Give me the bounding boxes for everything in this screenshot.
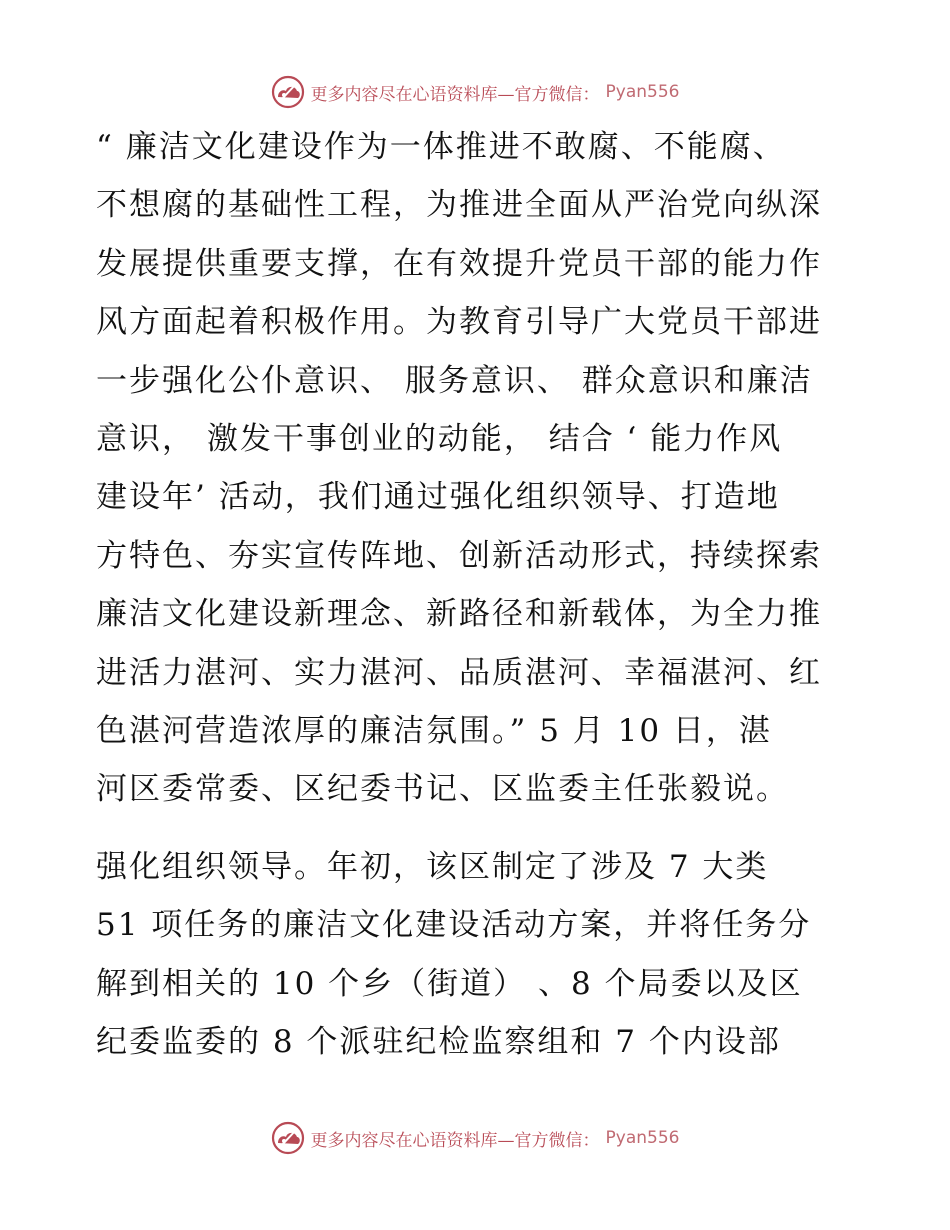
text-line: 方特色、夯实宣传阵地、创新活动形式，持续探索	[96, 537, 822, 574]
header-banner	[0, 72, 950, 112]
text-line: 建设年’ 活动，我们通过强化组织领导、打造地	[96, 479, 780, 516]
cloud-logo-icon	[271, 75, 305, 109]
text-line: 色湛河营造浓厚的廉洁氛围。” 5 月 10 日，湛	[96, 712, 772, 749]
paragraph-2	[96, 838, 856, 1072]
text-line: 51 项任务的廉洁文化建设活动方案，并将任务分	[96, 907, 812, 944]
text-line: 风方面起着积极作用。为教育引导广大党员干部进	[96, 304, 822, 341]
text-line: 解到相关的 10 个乡（街道） 、8 个局委以及区	[96, 965, 803, 1002]
text-line: 意识， 激发干事创业的动能， 结合 ‘ 能力作风	[96, 420, 783, 457]
text-line: 一步强化公仆意识、 服务意识、 群众意识和廉洁	[96, 362, 813, 399]
footer-banner	[0, 1118, 950, 1158]
cloud-logo-icon	[271, 1121, 305, 1155]
text-line: 河区委常委、区纪委书记、区监委主任张毅说。	[96, 771, 789, 808]
text-line: “ 廉洁文化建设作为一体推进不敢腐、不能腐、	[96, 129, 786, 165]
text-line: 不想腐的基础性工程，为推进全面从严治党向纵深	[96, 187, 822, 224]
text-line: 廉洁文化建设新理念、新路径和新载体，为全力推	[96, 596, 822, 633]
text-line: 强化组织领导。年初，该区制定了涉及 7 大类	[96, 849, 769, 885]
paragraph-1	[96, 118, 856, 819]
header-banner-contact: Pyan556	[605, 82, 680, 102]
text-line: 发展提供重要支撑，在有效提升党员干部的能力作	[96, 245, 822, 282]
text-line: 纪委监委的 8 个派驻纪检监察组和 7 个内设部	[96, 1024, 781, 1061]
footer-banner-text: 更多内容尽在心语资料库—官方微信：	[310, 1130, 600, 1151]
header-banner-text: 更多内容尽在心语资料库—官方微信：	[310, 84, 600, 105]
footer-banner-contact: Pyan556	[605, 1128, 680, 1148]
text-line: 进活力湛河、实力湛河、品质湛河、幸福湛河、红	[96, 654, 822, 691]
